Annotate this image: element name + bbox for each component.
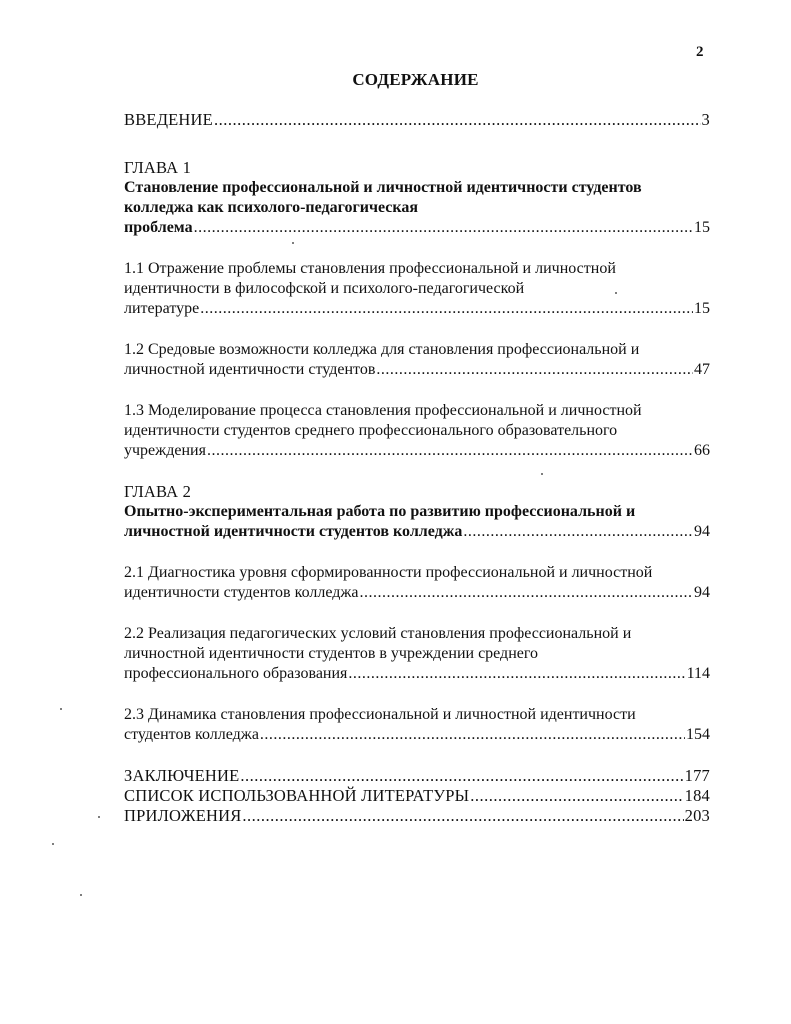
chapter-2-heading: ГЛАВА 2 <box>124 482 192 501</box>
toc-entry-chapter-1[interactable] <box>124 158 710 238</box>
section-1-1-line-1: 1.1 Отражение проблемы становления профессиональной и личностной <box>124 260 616 277</box>
chapter-2-title-line-1: Опытно-экспериментальная работа по развитию профессиональной и <box>124 503 636 520</box>
toc-entry-appendices[interactable] <box>124 806 710 826</box>
section-2-3-page: 154 <box>686 726 710 743</box>
appendices-page: 203 <box>684 806 710 825</box>
chapter-1-heading: ГЛАВА 1 <box>124 158 192 177</box>
section-2-2-last: профессионального образования <box>124 665 348 682</box>
introduction-page: 3 <box>701 110 710 129</box>
toc-entry-section-2-2[interactable] <box>124 624 710 684</box>
references-label: СПИСОК ИСПОЛЬЗОВАННОЙ ЛИТЕРАТУРЫ <box>124 786 470 805</box>
conclusion-page: 177 <box>684 766 710 785</box>
conclusion-label: ЗАКЛЮЧЕНИЕ <box>124 766 240 785</box>
chapter-1-title-line-1: Становление профессиональной и личностной идентичности студентов <box>124 179 642 196</box>
dot-leader <box>260 725 685 745</box>
section-2-3-last: студентов колледжа <box>124 726 259 743</box>
dot-leader <box>207 441 693 461</box>
toc-entry-section-2-1[interactable] <box>124 563 710 603</box>
toc-entry-section-2-3[interactable] <box>124 705 710 745</box>
section-2-1-last: идентичности студентов колледжа <box>124 584 359 601</box>
dot-leader <box>376 360 693 380</box>
introduction-label: ВВЕДЕНИЕ <box>124 110 213 129</box>
appendices-label: ПРИЛОЖЕНИЯ <box>124 806 242 825</box>
chapter-2-title-last: личностной идентичности студентов колледжа <box>124 523 463 540</box>
scan-speck <box>615 292 617 294</box>
section-1-1-line-2: идентичности в философской и психолого-педагогической <box>124 280 525 297</box>
dot-leader <box>463 522 693 542</box>
section-2-2-line-2: личностной идентичности студентов в учреждении среднего <box>124 645 539 662</box>
section-1-3-page: 66 <box>694 442 710 459</box>
chapter-1-title-last: проблема <box>124 219 193 236</box>
section-2-2-line-1: 2.2 Реализация педагогических условий становления профессиональной и <box>124 625 632 642</box>
dot-leader <box>360 583 693 603</box>
dot-leader <box>240 766 683 786</box>
toc-title: СОДЕРЖАНИЕ <box>352 70 479 89</box>
chapter-2-page: 94 <box>694 523 710 540</box>
scan-speck <box>98 816 100 818</box>
section-1-1-last: литературе <box>124 300 200 317</box>
page-number: 2 <box>696 44 704 60</box>
dot-leader <box>242 806 683 826</box>
toc-entry-section-1-2[interactable] <box>124 340 710 380</box>
section-2-1-line-1: 2.1 Диагностика уровня сформированности профессиональной и личностной <box>124 564 653 581</box>
toc-entry-introduction[interactable] <box>124 110 710 130</box>
scan-speck <box>80 894 82 896</box>
dot-leader <box>194 218 693 238</box>
section-1-3-line-2: идентичности студентов среднего профессионального образовательного <box>124 422 618 439</box>
scan-speck <box>60 708 62 710</box>
section-1-3-line-1: 1.3 Моделирование процесса становления профессиональной и личностной <box>124 402 642 419</box>
section-1-2-line-1: 1.2 Средовые возможности колледжа для становления профессиональной и <box>124 341 640 358</box>
toc-entry-conclusion[interactable] <box>124 766 710 786</box>
section-2-2-page: 114 <box>686 665 710 682</box>
toc-entry-references[interactable] <box>124 786 710 806</box>
dot-leader <box>214 110 701 130</box>
scan-speck <box>52 843 54 845</box>
dot-leader <box>200 299 693 319</box>
section-1-1-page: 15 <box>694 300 710 317</box>
toc-entry-chapter-2[interactable] <box>124 482 710 542</box>
dot-leader <box>470 786 683 806</box>
chapter-1-title-line-2: колледжа как психолого-педагогическая <box>124 199 419 216</box>
table-of-contents <box>124 110 710 826</box>
references-page: 184 <box>684 786 710 805</box>
toc-entry-section-1-3[interactable] <box>124 401 710 461</box>
dot-leader <box>348 664 685 684</box>
scan-speck <box>292 242 294 244</box>
section-1-2-page: 47 <box>694 361 710 378</box>
section-2-1-page: 94 <box>694 584 710 601</box>
scan-speck <box>541 473 543 475</box>
section-1-2-last: личностной идентичности студентов <box>124 361 376 378</box>
section-1-3-last: учреждения <box>124 442 206 459</box>
section-2-3-line-1: 2.3 Динамика становления профессиональной и личностной идентичности <box>124 706 636 723</box>
chapter-1-page: 15 <box>694 219 710 236</box>
toc-entry-section-1-1[interactable] <box>124 259 710 319</box>
